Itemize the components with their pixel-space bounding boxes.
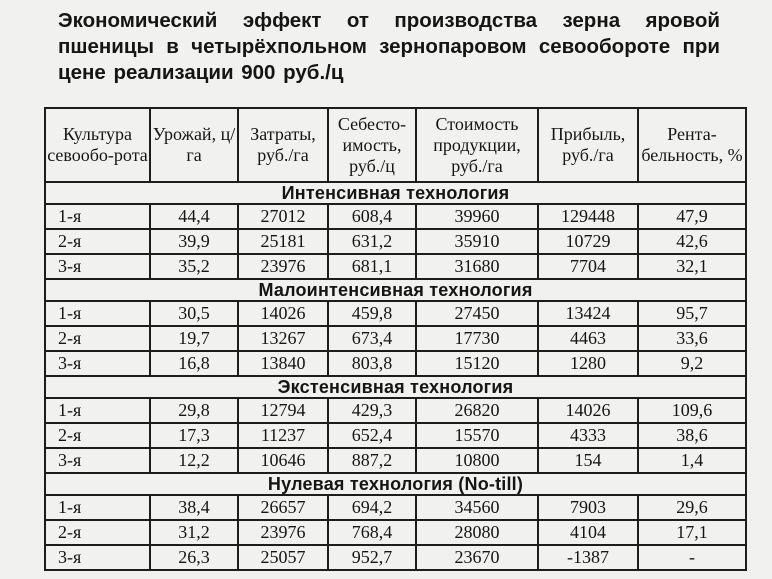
section-row bbox=[45, 473, 746, 495]
cell-product-value: 15570 bbox=[416, 423, 538, 448]
header-crop: Культура севообо-рота bbox=[45, 108, 150, 182]
cell-profit: 14026 bbox=[538, 398, 638, 423]
cell-yield: 35,2 bbox=[150, 254, 238, 279]
cell-product-value: 15120 bbox=[416, 351, 538, 376]
header-profitability: Рента-бельность, % bbox=[638, 108, 746, 182]
cell-product-value: 26820 bbox=[416, 398, 538, 423]
cell-profit: 7704 bbox=[538, 254, 638, 279]
header-product-value: Стоимость продукции, руб./га bbox=[416, 108, 538, 182]
cell-unit-cost: 429,3 bbox=[328, 398, 416, 423]
cell-crop: 2-я bbox=[45, 423, 150, 448]
section-row bbox=[45, 182, 746, 204]
section-title: Малоинтенсивная технология bbox=[45, 279, 746, 301]
cell-yield: 30,5 bbox=[150, 301, 238, 326]
cell-profitability: 29,6 bbox=[638, 495, 746, 520]
cell-profitability: - bbox=[638, 545, 746, 570]
header-yield: Урожай, ц/га bbox=[150, 108, 238, 182]
cell-profitability: 17,1 bbox=[638, 520, 746, 545]
cell-product-value: 39960 bbox=[416, 204, 538, 229]
cell-costs: 11237 bbox=[238, 423, 328, 448]
cell-profitability: 1,4 bbox=[638, 448, 746, 473]
cell-yield: 44,4 bbox=[150, 204, 238, 229]
cell-product-value: 34560 bbox=[416, 495, 538, 520]
cell-profit: 4333 bbox=[538, 423, 638, 448]
cell-profit: 154 bbox=[538, 448, 638, 473]
section-row bbox=[45, 376, 746, 398]
cell-costs: 27012 bbox=[238, 204, 328, 229]
cell-unit-cost: 673,4 bbox=[328, 326, 416, 351]
cell-product-value: 28080 bbox=[416, 520, 538, 545]
cell-costs: 14026 bbox=[238, 301, 328, 326]
cell-profitability: 33,6 bbox=[638, 326, 746, 351]
cell-unit-cost: 631,2 bbox=[328, 229, 416, 254]
cell-profitability: 38,6 bbox=[638, 423, 746, 448]
cell-costs: 23976 bbox=[238, 254, 328, 279]
cell-yield: 39,9 bbox=[150, 229, 238, 254]
cell-costs: 10646 bbox=[238, 448, 328, 473]
table-row bbox=[45, 520, 746, 545]
cell-product-value: 17730 bbox=[416, 326, 538, 351]
cell-profitability: 42,6 bbox=[638, 229, 746, 254]
table-row bbox=[45, 351, 746, 376]
cell-profit: 13424 bbox=[538, 301, 638, 326]
cell-yield: 38,4 bbox=[150, 495, 238, 520]
cell-profitability: 95,7 bbox=[638, 301, 746, 326]
cell-profit: 7903 bbox=[538, 495, 638, 520]
document-title: Экономический эффект от производства зерна яровой пшеницы в четырёхпольном зернопаровом севообороте при цене реализации 900 руб./ц bbox=[58, 9, 720, 84]
cell-product-value: 27450 bbox=[416, 301, 538, 326]
economic-effect-table bbox=[44, 107, 747, 571]
header-profit: Прибыль, руб./га bbox=[538, 108, 638, 182]
cell-profit: -1387 bbox=[538, 545, 638, 570]
table-row bbox=[45, 229, 746, 254]
cell-profitability: 32,1 bbox=[638, 254, 746, 279]
cell-crop: 1-я bbox=[45, 301, 150, 326]
cell-profit: 1280 bbox=[538, 351, 638, 376]
section-title: Нулевая технология (No-till) bbox=[45, 473, 746, 495]
cell-crop: 3-я bbox=[45, 448, 150, 473]
cell-unit-cost: 694,2 bbox=[328, 495, 416, 520]
section-row bbox=[45, 279, 746, 301]
cell-crop: 1-я bbox=[45, 204, 150, 229]
cell-costs: 13267 bbox=[238, 326, 328, 351]
cell-unit-cost: 681,1 bbox=[328, 254, 416, 279]
table-row bbox=[45, 398, 746, 423]
table-row bbox=[45, 423, 746, 448]
cell-crop: 3-я bbox=[45, 545, 150, 570]
cell-crop: 2-я bbox=[45, 229, 150, 254]
cell-unit-cost: 459,8 bbox=[328, 301, 416, 326]
cell-yield: 17,3 bbox=[150, 423, 238, 448]
table-row bbox=[45, 301, 746, 326]
cell-product-value: 31680 bbox=[416, 254, 538, 279]
cell-crop: 3-я bbox=[45, 351, 150, 376]
cell-crop: 1-я bbox=[45, 398, 150, 423]
cell-yield: 19,7 bbox=[150, 326, 238, 351]
section-title: Интенсивная технология bbox=[45, 182, 746, 204]
cell-profit: 129448 bbox=[538, 204, 638, 229]
cell-yield: 26,3 bbox=[150, 545, 238, 570]
cell-costs: 23976 bbox=[238, 520, 328, 545]
cell-yield: 16,8 bbox=[150, 351, 238, 376]
header-unit-cost: Себесто-имость, руб./ц bbox=[328, 108, 416, 182]
cell-profitability: 47,9 bbox=[638, 204, 746, 229]
cell-costs: 12794 bbox=[238, 398, 328, 423]
cell-costs: 13840 bbox=[238, 351, 328, 376]
table-row bbox=[45, 326, 746, 351]
cell-yield: 29,8 bbox=[150, 398, 238, 423]
table-row bbox=[45, 204, 746, 229]
cell-unit-cost: 952,7 bbox=[328, 545, 416, 570]
cell-profit: 10729 bbox=[538, 229, 638, 254]
cell-unit-cost: 887,2 bbox=[328, 448, 416, 473]
cell-yield: 31,2 bbox=[150, 520, 238, 545]
cell-profit: 4463 bbox=[538, 326, 638, 351]
cell-yield: 12,2 bbox=[150, 448, 238, 473]
header-row bbox=[45, 108, 746, 182]
cell-costs: 25181 bbox=[238, 229, 328, 254]
cell-profitability: 9,2 bbox=[638, 351, 746, 376]
table-row bbox=[45, 495, 746, 520]
cell-costs: 26657 bbox=[238, 495, 328, 520]
cell-unit-cost: 652,4 bbox=[328, 423, 416, 448]
table-row bbox=[45, 545, 746, 570]
cell-crop: 1-я bbox=[45, 495, 150, 520]
table-body bbox=[45, 182, 746, 570]
cell-crop: 2-я bbox=[45, 326, 150, 351]
cell-profit: 4104 bbox=[538, 520, 638, 545]
cell-unit-cost: 803,8 bbox=[328, 351, 416, 376]
cell-product-value: 10800 bbox=[416, 448, 538, 473]
cell-product-value: 35910 bbox=[416, 229, 538, 254]
cell-product-value: 23670 bbox=[416, 545, 538, 570]
cell-crop: 3-я bbox=[45, 254, 150, 279]
cell-crop: 2-я bbox=[45, 520, 150, 545]
table-row bbox=[45, 448, 746, 473]
cell-profitability: 109,6 bbox=[638, 398, 746, 423]
section-title: Экстенсивная технология bbox=[45, 376, 746, 398]
cell-unit-cost: 768,4 bbox=[328, 520, 416, 545]
cell-costs: 25057 bbox=[238, 545, 328, 570]
table-row bbox=[45, 254, 746, 279]
header-costs: Затраты, руб./га bbox=[238, 108, 328, 182]
cell-unit-cost: 608,4 bbox=[328, 204, 416, 229]
